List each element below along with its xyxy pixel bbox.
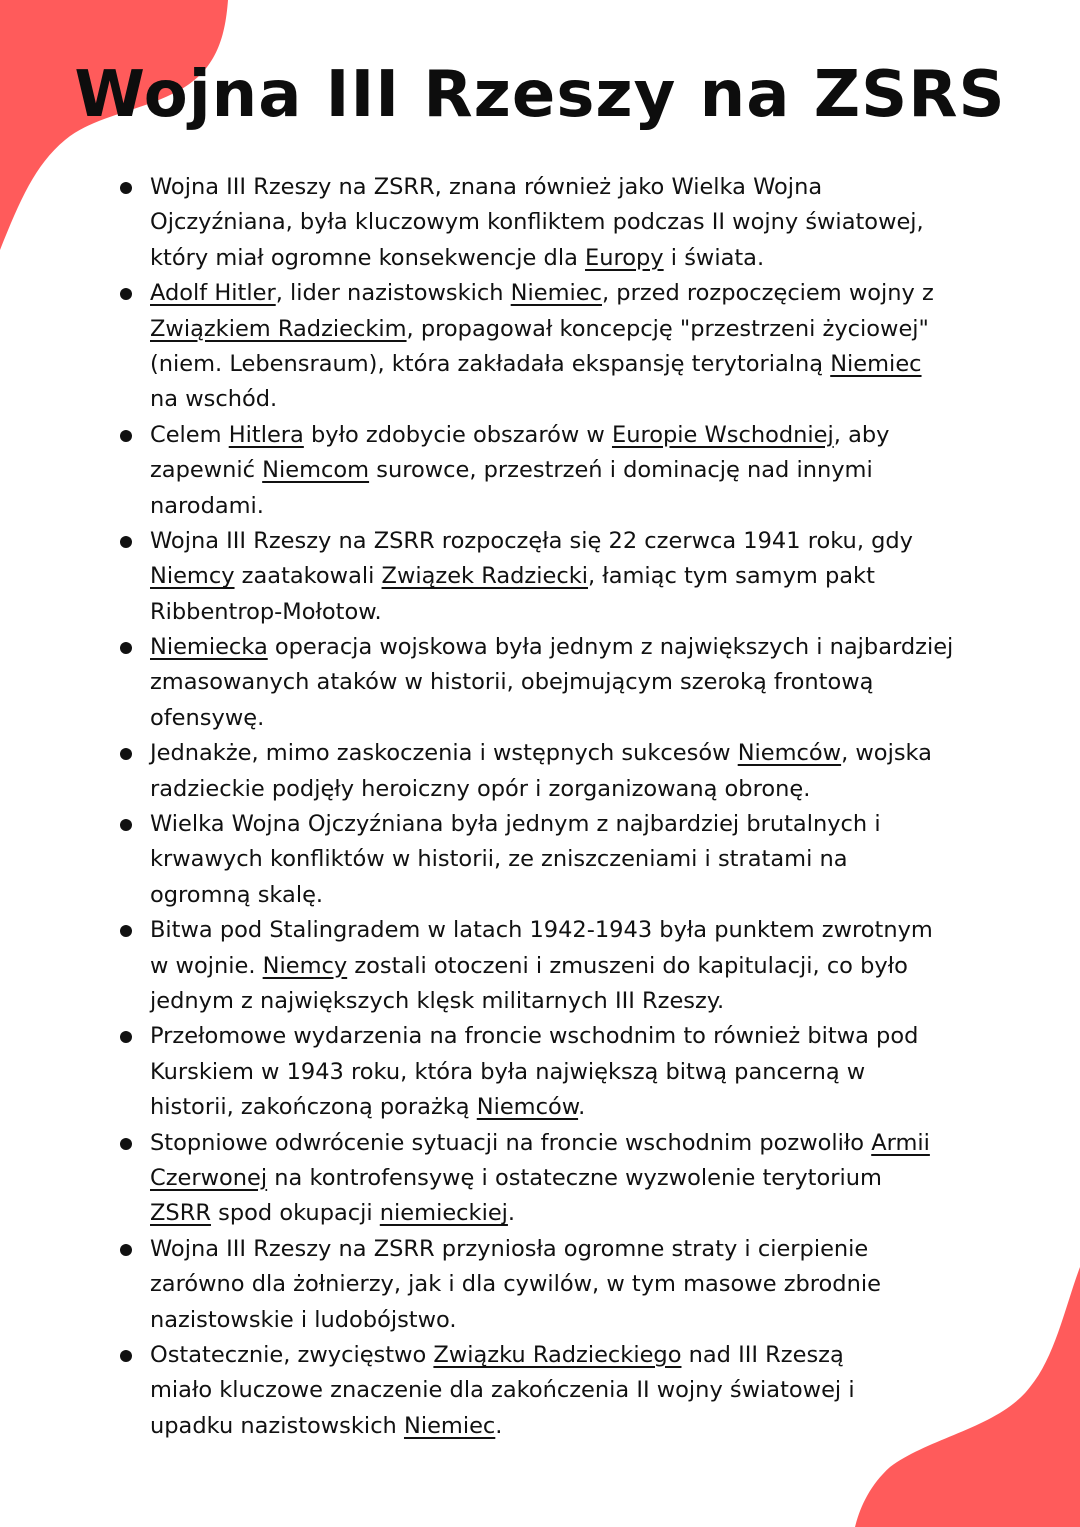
- text-segment: Bitwa pod Stalingradem w latach 1942-1943 była punktem zwrotnym: [150, 917, 933, 944]
- text-line: [150, 772, 1038, 807]
- text-segment: .: [578, 1094, 586, 1121]
- text-segment: , lider nazistowskich: [275, 280, 511, 307]
- bullet-dot-icon: [120, 642, 132, 654]
- bullet-dot-icon: [120, 748, 132, 760]
- text-segment: Ojczyźniana, była kluczowym konfliktem podczas II wojny światowej,: [150, 209, 924, 236]
- underlined-term: Związek Radziecki: [381, 563, 588, 590]
- underlined-term: Niemiecka: [150, 634, 268, 661]
- text-segment: Jednakże, mimo zaskoczenia i wstępnych sukcesów: [150, 740, 738, 767]
- text-segment: miało kluczowe znaczenie dla zakończenia II wojny światowej i: [150, 1377, 855, 1404]
- text-segment: , przed rozpoczęciem wojny z: [601, 280, 934, 307]
- text-segment: , wojska: [841, 740, 932, 767]
- text-line: [150, 418, 1038, 453]
- underlined-term: Europy: [585, 244, 664, 271]
- text-line: [150, 205, 1038, 240]
- text-line: [150, 241, 1038, 276]
- text-segment: .: [507, 1200, 516, 1227]
- text-line: [150, 984, 1038, 1019]
- text-line: [150, 312, 1038, 347]
- text-line: [150, 347, 1038, 382]
- text-segment: krwawych konfliktów w historii, ze zniszczeniami i stratami na: [150, 846, 848, 873]
- bullet-item: [118, 1019, 1038, 1125]
- text-line: [150, 1267, 1038, 1302]
- underlined-term: ZSRR: [150, 1200, 211, 1227]
- underlined-term: Niemiec: [403, 1412, 496, 1439]
- text-segment: Kurskiem w 1943 roku, która była największą bitwą pancerną w: [150, 1058, 866, 1085]
- bullet-dot-icon: [120, 430, 132, 442]
- text-line: [150, 1232, 1038, 1267]
- text-segment: (niem. Lebensraum), która zakładała ekspansję terytorialną: [150, 350, 831, 377]
- text-segment: spod okupacji: [210, 1200, 380, 1227]
- underlined-term: Związkiem Radzieckim: [150, 315, 407, 342]
- text-segment: nad III Rzeszą: [681, 1341, 844, 1368]
- text-segment: na wschód.: [150, 386, 278, 413]
- text-segment: , łamiąc tym samym pakt: [588, 563, 875, 590]
- text-segment: zmasowanych ataków w historii, obejmującym szeroką frontową: [150, 669, 874, 696]
- text-segment: nazistowskie i ludobójstwo.: [150, 1306, 457, 1333]
- text-segment: , propagował koncepcję "przestrzeni życiowej": [406, 315, 929, 342]
- text-line: [150, 559, 1038, 594]
- bullet-dot-icon: [120, 1138, 132, 1150]
- bullet-dot-icon: [120, 1031, 132, 1043]
- text-line: [150, 1055, 1038, 1090]
- text-line: [150, 1161, 1038, 1196]
- underlined-term: Niemiec: [510, 280, 602, 307]
- text-segment: surowce, przestrzeń i dominację nad innymi: [369, 457, 873, 484]
- text-line: [150, 949, 1038, 984]
- bullet-item: [118, 1126, 1038, 1232]
- text-line: [150, 1019, 1038, 1054]
- text-segment: i świata.: [663, 244, 765, 271]
- underlined-term: Niemiec: [830, 350, 922, 377]
- bullet-item: [118, 807, 1038, 913]
- text-segment: zaatakowali: [234, 563, 382, 590]
- text-line: [150, 382, 1038, 417]
- underlined-term: Związku Radzieckiego: [433, 1341, 682, 1368]
- underlined-term: Niemcy: [262, 952, 348, 979]
- text-line: [150, 1373, 1038, 1408]
- bullet-dot-icon: [120, 1350, 132, 1362]
- underlined-term: Hitlera: [228, 421, 304, 448]
- text-line: [150, 1409, 1038, 1444]
- bullet-item: [118, 524, 1038, 630]
- text-segment: ofensywę.: [150, 704, 265, 731]
- text-line: [150, 489, 1038, 524]
- text-segment: zapewnić: [150, 457, 263, 484]
- text-line: [150, 1338, 1038, 1373]
- text-line: [150, 878, 1038, 913]
- text-segment: Wojna III Rzeszy na ZSRR, znana również jako Wielka Wojna: [150, 174, 823, 200]
- text-line: [150, 1126, 1038, 1161]
- bullet-dot-icon: [120, 288, 132, 300]
- text-segment: radzieckie podjęły heroiczny opór i zorganizowaną obronę.: [150, 775, 811, 802]
- text-line: [150, 453, 1038, 488]
- bullet-item: [118, 913, 1038, 1019]
- underlined-term: Niemcy: [150, 563, 235, 590]
- underlined-term: Niemców: [737, 740, 842, 767]
- text-line: [150, 276, 1038, 311]
- underlined-term: Armii: [871, 1129, 930, 1156]
- bullet-list: [118, 170, 1038, 1444]
- text-line: [150, 807, 1038, 842]
- text-segment: Przełomowe wydarzenia na froncie wschodnim to również bitwa pod: [150, 1023, 919, 1050]
- text-segment: , aby: [833, 421, 890, 448]
- underlined-term: Niemcom: [262, 457, 370, 484]
- text-segment: narodami.: [150, 492, 264, 519]
- text-segment: upadku nazistowskich: [150, 1412, 404, 1439]
- text-segment: ogromną skalę.: [150, 881, 324, 908]
- text-line: [150, 630, 1038, 665]
- text-line: [150, 913, 1038, 948]
- text-line: [150, 1196, 1038, 1231]
- underlined-term: niemieckiej: [379, 1200, 508, 1227]
- text-segment: jednym z największych klęsk militarnych III Rzeszy.: [150, 987, 725, 1014]
- text-line: [150, 595, 1038, 630]
- text-line: [150, 736, 1038, 771]
- bullet-dot-icon: [120, 1244, 132, 1256]
- bullet-dot-icon: [120, 925, 132, 937]
- text-segment: Ostatecznie, zwycięstwo: [150, 1341, 434, 1368]
- bullet-item: [118, 276, 1038, 418]
- text-segment: Stopniowe odwrócenie sytuacji na froncie wschodnim pozwoliło: [150, 1129, 872, 1156]
- underlined-term: Czerwonej: [150, 1164, 268, 1191]
- page-title: Wojna III Rzeszy na ZSRS: [74, 58, 1006, 132]
- bullet-item: [118, 1232, 1038, 1338]
- underlined-term: Niemców: [476, 1094, 579, 1121]
- text-line: [150, 170, 1038, 205]
- text-segment: Wojna III Rzeszy na ZSRR przyniosła ogromne straty i cierpienie: [150, 1235, 869, 1262]
- text-segment: w wojnie.: [150, 952, 263, 979]
- bullet-item: [118, 170, 1038, 276]
- text-segment: .: [495, 1412, 503, 1439]
- text-segment: Celem: [150, 421, 229, 448]
- text-line: [150, 701, 1038, 736]
- text-line: [150, 1090, 1038, 1125]
- text-segment: było zdobycie obszarów w: [303, 421, 612, 448]
- text-segment: zarówno dla żołnierzy, jak i dla cywilów, w tym masowe zbrodnie: [150, 1271, 881, 1298]
- text-segment: zostali otoczeni i zmuszeni do kapitulacji, co było: [347, 952, 908, 979]
- bullet-dot-icon: [120, 819, 132, 831]
- text-segment: operacja wojskowa była jednym z największych i najbardziej: [267, 634, 954, 661]
- text-line: [150, 842, 1038, 877]
- text-line: [150, 665, 1038, 700]
- text-segment: Wielka Wojna Ojczyźniana była jednym z najbardziej brutalnych i: [150, 811, 881, 838]
- text-segment: Wojna III Rzeszy na ZSRR rozpoczęła się 22 czerwca 1941 roku, gdy: [150, 527, 914, 554]
- bullet-item: [118, 1338, 1038, 1444]
- bullet-dot-icon: [120, 536, 132, 548]
- text-line: [150, 1303, 1038, 1338]
- underlined-term: Adolf Hitler: [150, 280, 276, 307]
- text-segment: na kontrofensywę i ostateczne wyzwolenie terytorium: [267, 1164, 882, 1191]
- bullet-item: [118, 418, 1038, 524]
- bullet-item: [118, 630, 1038, 736]
- text-segment: Ribbentrop-Mołotow.: [150, 598, 382, 625]
- bullet-dot-icon: [120, 182, 132, 194]
- bullet-item: [118, 736, 1038, 807]
- text-line: [150, 524, 1038, 559]
- underlined-term: Europie Wschodniej: [611, 421, 834, 448]
- text-segment: historii, zakończoną porażką: [150, 1094, 477, 1121]
- text-segment: który miał ogromne konsekwencje dla: [150, 244, 586, 271]
